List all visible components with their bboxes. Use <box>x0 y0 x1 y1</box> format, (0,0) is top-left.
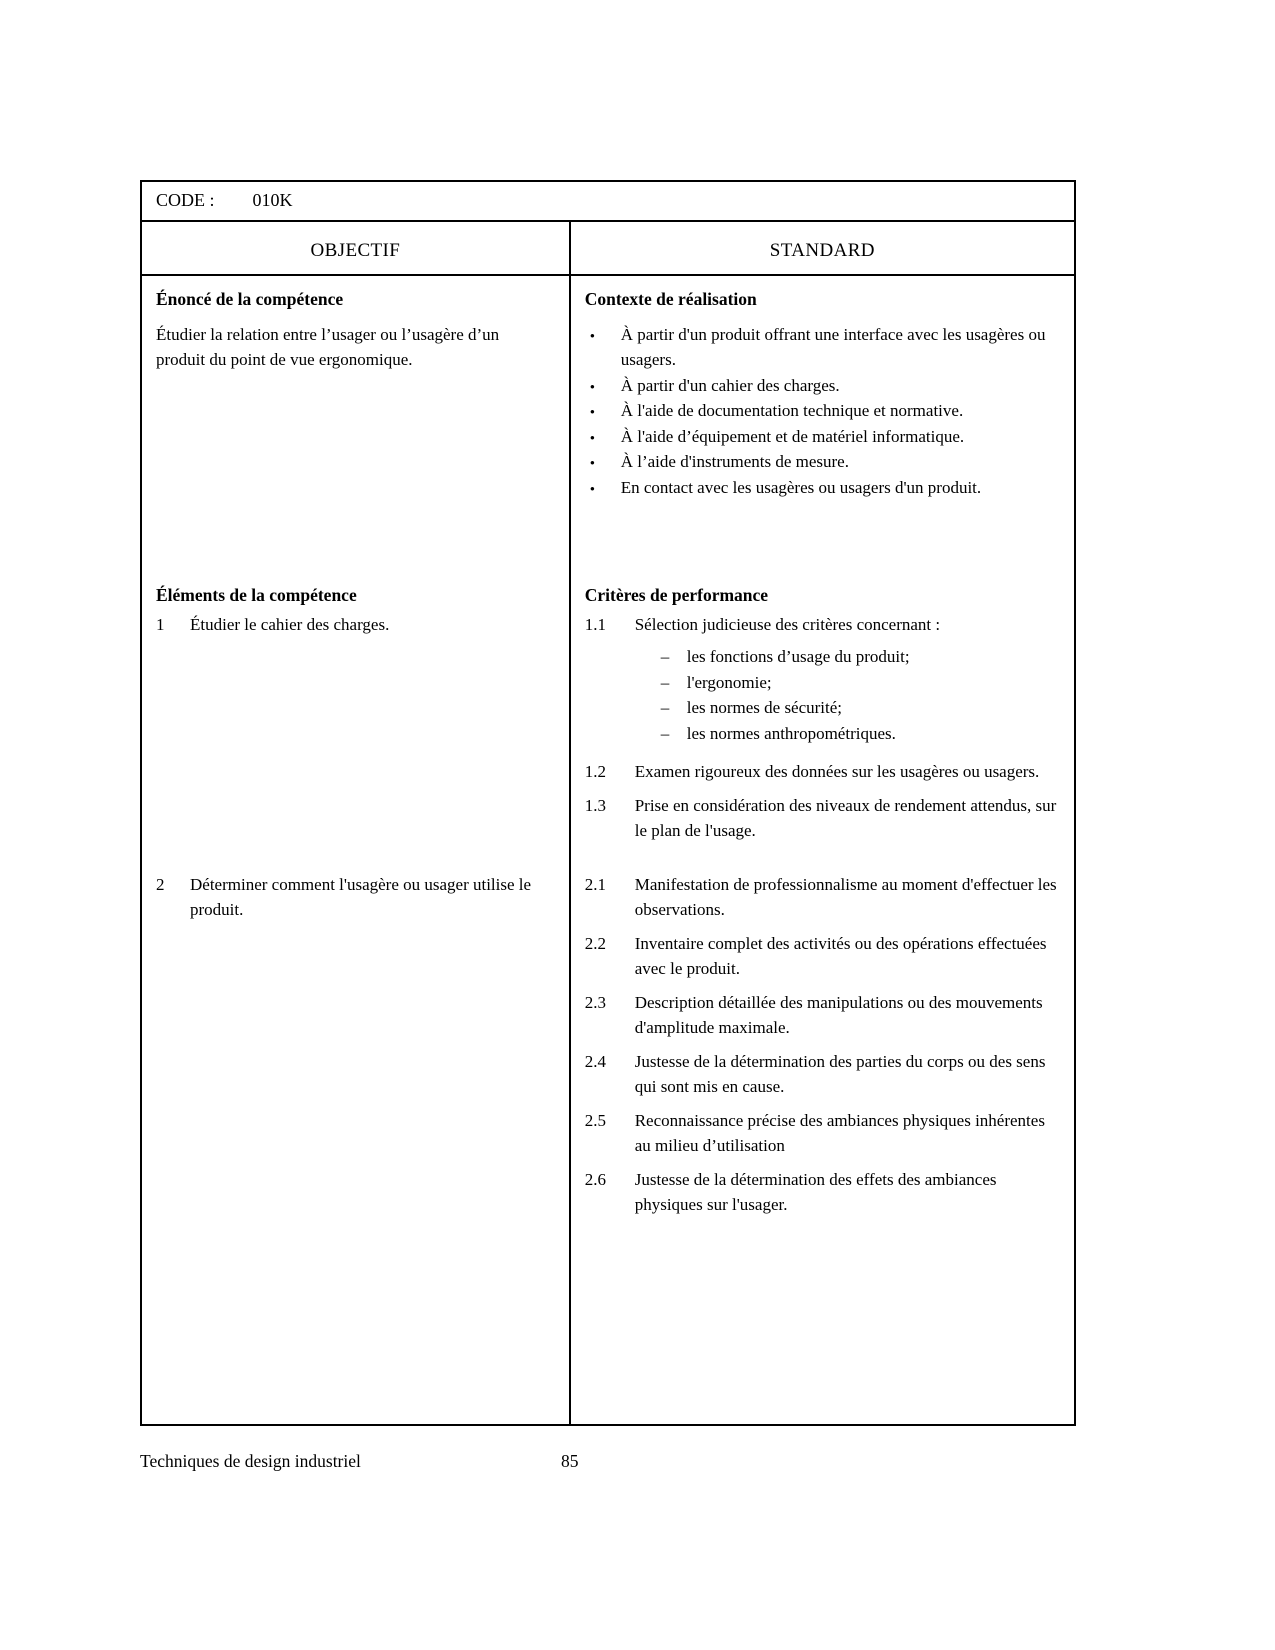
bullet-icon <box>587 449 621 475</box>
critere-text: Manifestation de professionnalisme au moment d'effectuer les observations. <box>634 874 1057 920</box>
dash-icon <box>661 670 687 696</box>
critere-item <box>585 759 1058 785</box>
enonce-text: Étudier la relation entre l’usager ou l’usagère d’un produit du point de vue ergonomique. <box>156 324 500 370</box>
contexte-item-text: À l’aide d'instruments de mesure. <box>620 452 849 472</box>
sub-item-text: l'ergonomie; <box>686 672 772 692</box>
critere-text: Examen rigoureux des données sur les usagères ou usagers. <box>634 762 1040 782</box>
contexte-item-text: À partir d'un produit offrant une interface avec les usagères ou usagers. <box>620 324 1046 370</box>
elements-title: Éléments de la compétence <box>156 585 357 605</box>
enonce-title: Énoncé de la compétence <box>156 289 344 309</box>
critere-text: Description détaillée des manipulations ou des mouvements d'amplitude maximale. <box>634 992 1043 1038</box>
list-item <box>587 373 1058 399</box>
bullet-icon <box>587 398 621 424</box>
sub-item <box>661 644 1058 670</box>
criteres-title-cell <box>571 576 1074 608</box>
criteres-1-cell <box>571 608 1074 868</box>
competency-table <box>140 180 1076 1426</box>
criteres-title: Critères de performance <box>584 585 769 605</box>
contexte-cell <box>571 276 1074 576</box>
critere-number: 2.2 <box>584 933 606 953</box>
element-2-cell <box>142 868 571 1424</box>
list-item <box>587 322 1058 373</box>
contexte-item-text: À l'aide de documentation technique et normative. <box>620 401 964 421</box>
critere-text: Justesse de la détermination des parties du corps ou des sens qui sont mis en cause. <box>634 1051 1046 1097</box>
critere-number: 1.2 <box>584 762 606 782</box>
critere-number: 2.1 <box>584 874 606 894</box>
bullet-icon <box>587 322 621 373</box>
element-number: 1 <box>156 614 165 634</box>
critere-number: 2.4 <box>584 1051 606 1071</box>
code-value: 010K <box>252 190 293 210</box>
critere-item <box>585 1167 1058 1218</box>
critere-number: 1.3 <box>584 795 606 815</box>
footer-page-number: 85 <box>561 1451 579 1471</box>
sub-item-text: les fonctions d’usage du produit; <box>686 647 910 667</box>
code-label: CODE : <box>156 190 215 210</box>
enonce-cell <box>142 276 571 576</box>
critere-item <box>585 931 1058 982</box>
element-item <box>156 872 553 923</box>
sub-item-text: les normes anthropométriques. <box>686 723 896 743</box>
critere-item <box>585 612 1058 752</box>
critere-number: 2.3 <box>584 992 606 1012</box>
page-footer <box>140 1448 1076 1474</box>
criteres-2-cell <box>571 868 1074 1424</box>
elements-title-cell <box>142 576 571 608</box>
contexte-item-text: À partir d'un cahier des charges. <box>620 375 840 395</box>
bullet-icon <box>587 475 621 501</box>
bullet-icon <box>587 424 621 450</box>
contexte-item-text: En contact avec les usagères ou usagers d'un produit. <box>620 477 982 497</box>
critere-item <box>585 872 1058 923</box>
critere-number: 2.5 <box>584 1110 606 1130</box>
row-element-2 <box>142 868 1074 1424</box>
sub-item <box>661 695 1058 721</box>
standard-column-header: STANDARD <box>769 239 875 261</box>
critere-number: 2.6 <box>584 1169 606 1189</box>
element-item <box>156 612 553 638</box>
footer-document-title: Techniques de design industriel <box>140 1451 361 1471</box>
critere-item <box>585 990 1058 1041</box>
critere-number: 1.1 <box>584 614 606 634</box>
element-text: Déterminer comment l'usagère ou usager utilise le produit. <box>190 874 532 920</box>
dash-icon <box>661 721 687 747</box>
row-enonce-contexte <box>142 276 1074 576</box>
row-element-1 <box>142 608 1074 868</box>
list-item <box>587 398 1058 424</box>
sub-item-text: les normes de sécurité; <box>686 698 843 718</box>
objectif-column-header: OBJECTIF <box>142 222 571 274</box>
critere-item <box>585 1049 1058 1100</box>
critere-text: Prise en considération des niveaux de rendement attendus, sur le plan de l'usage. <box>634 795 1057 841</box>
element-1-cell <box>142 608 571 868</box>
sub-item <box>661 721 1058 747</box>
list-item <box>587 424 1058 450</box>
list-item <box>587 475 1058 501</box>
contexte-title: Contexte de réalisation <box>584 289 757 309</box>
column-headers <box>142 222 1074 276</box>
critere-text: Reconnaissance précise des ambiances physiques inhérentes au milieu d’utilisation <box>634 1110 1045 1156</box>
element-text: Étudier le cahier des charges. <box>190 614 390 634</box>
critere-item <box>585 793 1058 844</box>
contexte-list <box>587 322 1058 501</box>
sub-item <box>661 670 1058 696</box>
code-row <box>142 182 1074 222</box>
row-section-titles <box>142 576 1074 608</box>
critere-text: Inventaire complet des activités ou des opérations effectuées avec le produit. <box>634 933 1047 979</box>
dash-icon <box>661 644 687 670</box>
list-item <box>587 449 1058 475</box>
element-number: 2 <box>156 874 165 894</box>
critere-text: Justesse de la détermination des effets des ambiances physiques sur l'usager. <box>634 1169 997 1215</box>
critere-text: Sélection judicieuse des critères concernant : <box>634 614 941 634</box>
critere-body <box>635 612 1058 752</box>
critere-item <box>585 1108 1058 1159</box>
bullet-icon <box>587 373 621 399</box>
critere-sublist <box>661 644 1058 746</box>
contexte-item-text: À l'aide d’équipement et de matériel informatique. <box>620 426 965 446</box>
dash-icon <box>661 695 687 721</box>
